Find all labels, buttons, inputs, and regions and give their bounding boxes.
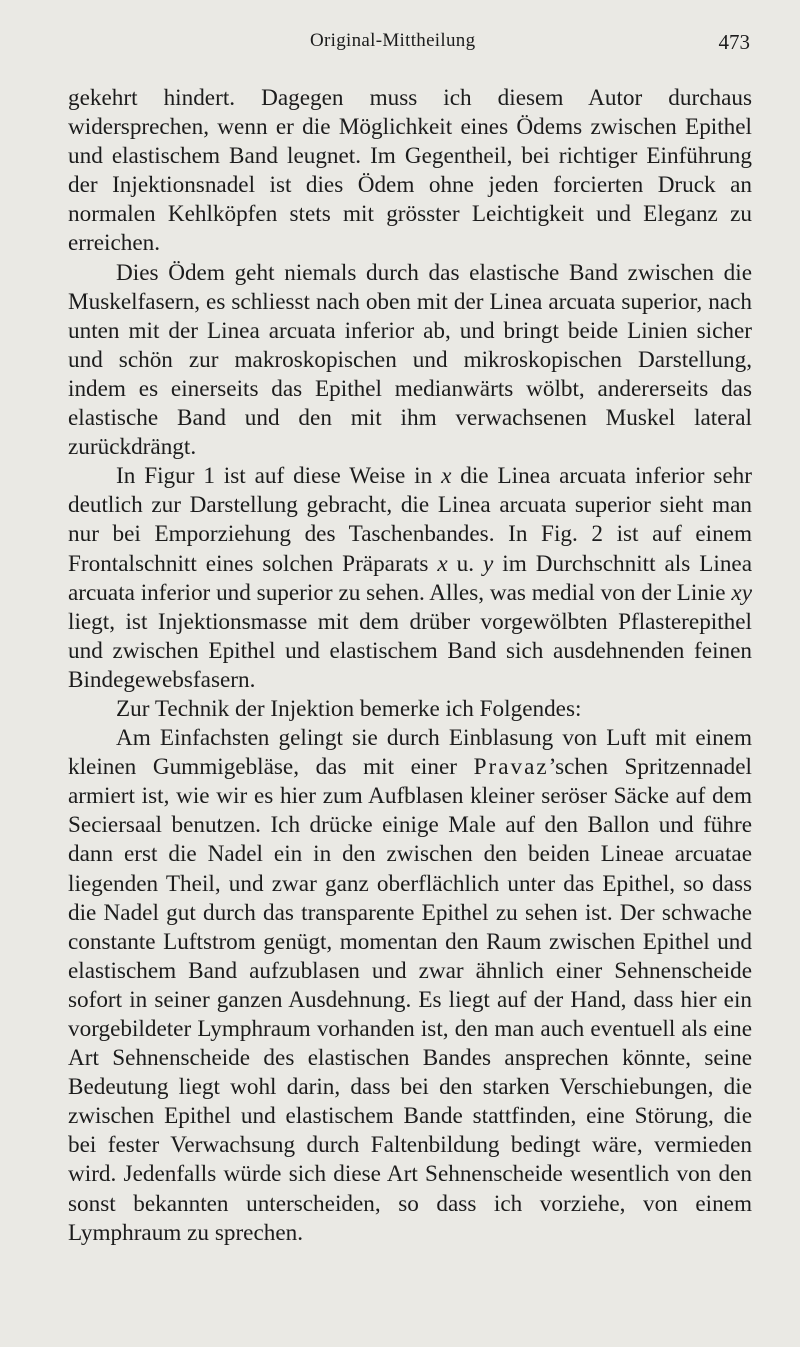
paragraph-3 xyxy=(68,462,752,695)
variable-x: x xyxy=(437,550,448,577)
paragraph-5-text: ’schen Spritzennadel armiert ist, wie wir es hier zum Aufblasen kleiner seröser Säcke auf dem Seciersaal benutzen. Ich drücke einige Male auf den Ballon und führe dann erst die Nadel ein in den zwischen den beiden Lineae arcuatae liegenden Theil, und zwar ganz oberflächlich unter das Epithel, so dass die Nadel gut durch das transparente Epithel zu sehen ist. Der schwache constante Luftstrom genügt, momentan den Raum zwischen Epithel und elastischem Band aufzublasen und zwar ähnlich einer Sehnenscheide sofort in seiner ganzen Ausdehnung. Es liegt auf der Hand, dass hier ein vorgebildeter Lymphraum vorhanden ist, den man auch eventuell als eine Art Sehnenscheide des elastischen Bandes ansprechen könnte, seine Bedeutung liegt wohl darin, dass bei den starken Verschiebungen, die zwischen Epithel und elastischem Bande stattfinden, eine Störung, die bei fester Verwachsung durch Faltenbildung bedingt wäre, vermieden wird. Jedenfalls würde sich diese Art Sehnenscheide wesentlich von den sonst bekannten unterscheiden, so dass ich vorziehe, von einem Lymphraum zu sprechen. xyxy=(68,754,752,1246)
paragraph-4: Zur Technik der Injektion bemerke ich Folgendes: xyxy=(116,695,582,722)
page-number: 473 xyxy=(718,30,750,54)
paragraph-1: gekehrt hindert. Dagegen muss ich diesem Autor durchaus widersprechen, wenn er die Möglichkeit eines Ödems zwischen Epithel und elastischem Band leugnet. Im Gegentheil, bei richtiger Einführung der Injektionsnadel ist dies Ödem ohne jeden forcierten Druck an normalen Kehlköpfen stets mit grösster Leichtigkeit und Eleganz zu erreichen. xyxy=(68,85,752,257)
variable-xy: xy xyxy=(731,579,752,606)
paragraph-2: Dies Ödem geht niemals durch das elastische Band zwischen die Muskelfasern, es schliesst nach oben mit der Linea arcuata superior, nach unten mit der Linea arcuata inferior ab, und bringt beide Linien sicher und schön zur makroskopischen und mikroskopischen Darstellung, indem es einerseits das Epithel medianwärts wölbt, andererseits das elastische Band und den mit ihm verwachsenen Muskel lateral zurückdrängt. xyxy=(68,259,752,461)
paragraph-3-text: liegt, ist Injektionsmasse mit dem drüber vorgewölbten Pflasterepithel und zwischen Epithel und elastischem Band sich ausdehnenden feinen Bindegewebsfasern. xyxy=(68,608,752,693)
paragraph-3-text: die Linea arcuata inferior sehr deutlich zur Darstellung gebracht, die Linea arcuata superior sieht man nur bei Emporziehung des Taschenbandes. In Fig. 2 ist auf einem Frontalschnitt eines solchen Präparats xyxy=(68,463,752,577)
running-title: Original-Mittheilung xyxy=(310,30,476,51)
variable-x: x xyxy=(441,463,452,490)
paragraph-5 xyxy=(68,724,752,1248)
variable-y: y xyxy=(483,550,494,577)
paragraph-3-text: u. xyxy=(447,550,484,577)
running-head xyxy=(0,30,800,60)
paragraph-5-text: Am Einfachsten gelingt sie durch Einblasung von Luft mit einem kleinen Gummigebläse, das mit einer xyxy=(68,725,752,781)
paragraph-3-text: In Figur 1 ist auf diese Weise in xyxy=(116,463,442,490)
body-text xyxy=(68,84,752,1248)
author-name-pravaz: Pravaz xyxy=(473,754,549,781)
paragraph-3-text: im Durchschnitt als Linea arcuata inferior und superior zu sehen. Alles, was medial von der Linie xyxy=(68,550,753,606)
